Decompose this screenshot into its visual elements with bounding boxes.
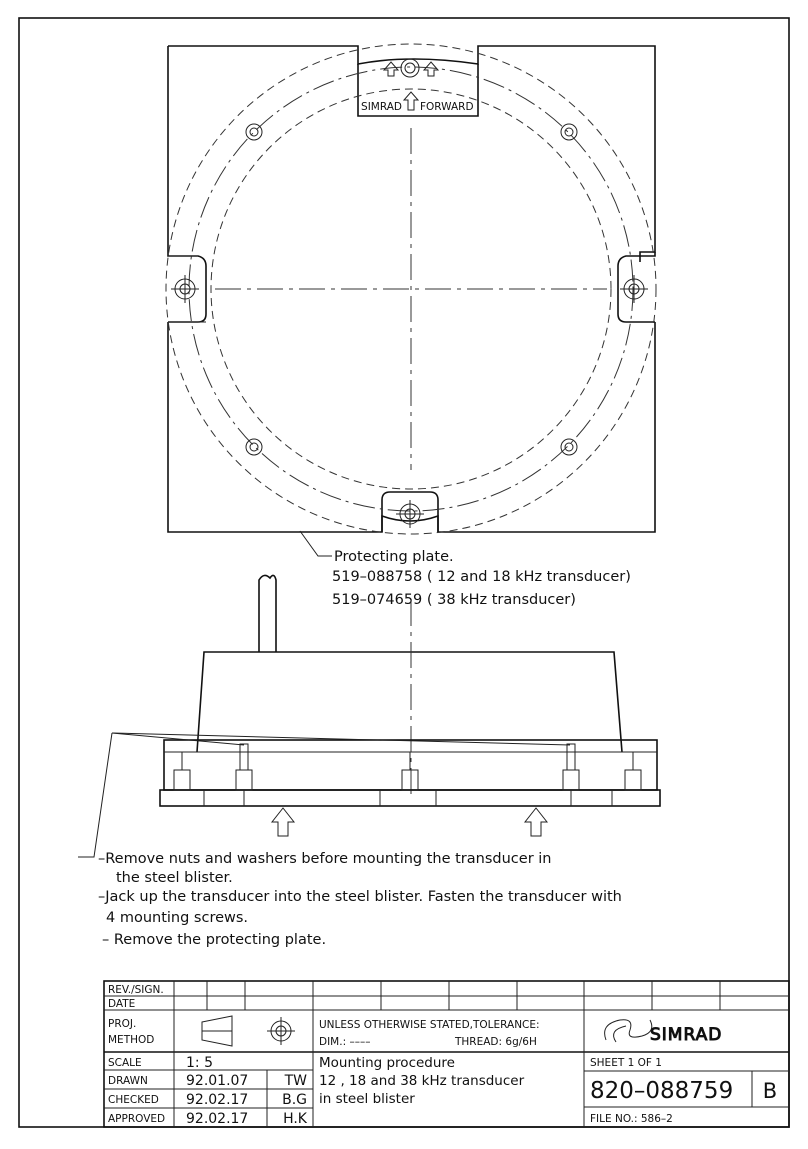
protecting-plate-title: Protecting plate. bbox=[334, 549, 454, 565]
tolerance-text: UNLESS OTHERWISE STATED,TOLERANCE: bbox=[319, 1019, 540, 1031]
simrad-plate-label: SIMRAD bbox=[361, 101, 402, 113]
forward-plate-label: FORWARD bbox=[420, 101, 474, 113]
approved-sign: H.K bbox=[283, 1111, 307, 1127]
thread-text: THREAD: 6g/6H bbox=[455, 1036, 537, 1048]
dim-text: DIM.: –––– bbox=[319, 1036, 371, 1048]
approved-label: APPROVED bbox=[108, 1113, 166, 1125]
jack-arrow-right bbox=[525, 808, 547, 836]
note-2-cont: 4 mounting screws. bbox=[106, 910, 249, 926]
protecting-plate-part-2: 519–074659 ( 38 kHz transducer) bbox=[332, 592, 576, 608]
drawing-number: 820–088759 bbox=[590, 1078, 734, 1104]
protecting-plate-part-1: 519–088758 ( 12 and 18 kHz transducer) bbox=[332, 569, 631, 585]
proj-label: PROJ. bbox=[108, 1018, 137, 1030]
note-2: –Jack up the transducer into the steel blister. Fasten the transducer with bbox=[98, 889, 622, 905]
note-1-cont: the steel blister. bbox=[116, 870, 233, 886]
checked-sign: B.G bbox=[282, 1092, 307, 1108]
approved-date: 92.02.17 bbox=[186, 1111, 249, 1127]
checked-label: CHECKED bbox=[108, 1094, 159, 1106]
jack-arrow-left bbox=[272, 808, 294, 836]
crosshair-hole-right bbox=[620, 275, 648, 303]
drawn-sign: TW bbox=[284, 1073, 307, 1089]
bolt-hole-top-left bbox=[246, 124, 262, 140]
revision-letter: B bbox=[762, 1079, 778, 1103]
crosshair-hole-bottom bbox=[396, 500, 424, 528]
bolt-hole-bottom-left bbox=[246, 439, 262, 455]
date-label: DATE bbox=[108, 998, 136, 1010]
simrad-logo-text: SIMRAD bbox=[650, 1025, 723, 1045]
rev-sign-label: REV./SIGN. bbox=[108, 984, 164, 996]
crosshair-hole-left bbox=[171, 275, 199, 303]
drawn-label: DRAWN bbox=[108, 1075, 148, 1087]
simrad-logo bbox=[605, 1020, 723, 1045]
checked-date: 92.02.17 bbox=[186, 1092, 249, 1108]
title-line-1: Mounting procedure bbox=[319, 1055, 455, 1071]
plate-top-view bbox=[166, 44, 656, 534]
scale-label: SCALE bbox=[108, 1057, 142, 1069]
title-line-2: 12 , 18 and 38 kHz transducer bbox=[319, 1073, 525, 1089]
drawn-date: 92.01.07 bbox=[186, 1073, 249, 1089]
file-number: FILE NO.: 586–2 bbox=[590, 1113, 673, 1125]
method-label: METHOD bbox=[108, 1034, 155, 1046]
bolt-hole-bottom-right bbox=[561, 439, 577, 455]
title-line-3: in steel blister bbox=[319, 1091, 415, 1107]
scale-value: 1: 5 bbox=[186, 1055, 213, 1071]
note-3: – Remove the protecting plate. bbox=[102, 932, 327, 948]
note-1: –Remove nuts and washers before mounting the transducer in bbox=[98, 851, 552, 867]
title-block bbox=[104, 981, 789, 1127]
transducer-side-view bbox=[160, 575, 660, 836]
projection-method-icon bbox=[202, 1016, 295, 1046]
bolt-hole-top-right bbox=[561, 124, 577, 140]
plate-leader-line bbox=[300, 531, 332, 556]
sheet-number: SHEET 1 OF 1 bbox=[590, 1057, 662, 1069]
